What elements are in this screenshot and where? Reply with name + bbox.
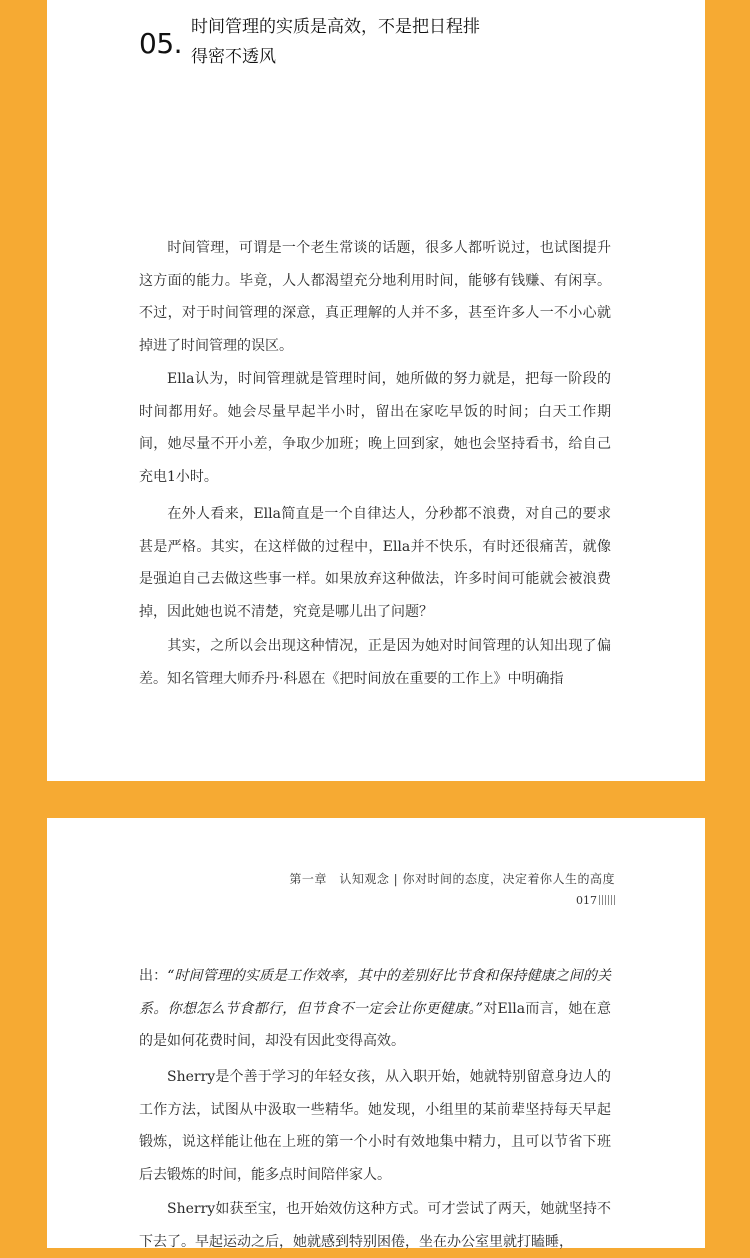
chapter-number: 05. xyxy=(139,27,183,60)
page-number: 017 xyxy=(576,894,615,907)
book-page-bottom xyxy=(47,818,705,1248)
paragraph: 出：“时间管理的实质是工作效率，其中的差别好比节食和保持健康之间的关系。你想怎么节食都行，但节食不一定会让你更健康。”对Ella而言，她在意的是如何花费时间，却没有因此变得高效。 xyxy=(139,968,612,1050)
chapter-title: 时间管理的实质是高效，不是把日程排得密不透风 xyxy=(191,17,480,67)
page-edge-marks xyxy=(599,895,615,905)
running-head: 第一章 认知观念 | 你对时间的态度，决定着你人生的高度 xyxy=(289,872,615,886)
paragraph: 其实，之所以会出现这种情况，正是因为她对时间管理的认知出现了偏差。知名管理大师乔丹·科恩在《把时间放在重要的工作上》中明确指 xyxy=(139,638,611,687)
paragraph: 在外人看来，Ella简直是一个自律达人，分秒都不浪费，对自己的要求甚是严格。其实，在这样做的过程中，Ella并不快乐，有时还很痛苦，就像是强迫自己去做这些事一样。如果放弃这种做法，许多时间可能就会被浪费掉，因此她也说不清楚，究竟是哪儿出了问题？ xyxy=(139,506,611,621)
book-page-top xyxy=(47,0,705,781)
quote: “时间管理的实质是工作效率，其中的差别好比节食和保持健康之间的关系。你想怎么节食都行，但节食不一定会让你更健康。” xyxy=(139,968,612,1017)
paragraph: Sherry是个善于学习的年轻女孩，从入职开始，她就特别留意身边人的工作方法，试图从中汲取一些精华。她发现，小组里的某前辈坚持每天早起锻炼，说这样能让他在上班的第一个小时有效地集中精力，且可以节省下班后去锻炼的时间，能多点时间陪伴家人。 xyxy=(139,1069,611,1184)
paragraph: 时间管理，可谓是一个老生常谈的话题，很多人都听说过，也试图提升这方面的能力。毕竟，人人都渴望充分地利用时间，能够有钱赚、有闲享。不过，对于时间管理的深意，真正理解的人并不多，甚至许多人一不小心就掉进了时间管理的误区。 xyxy=(139,240,611,355)
paragraph: Ella认为，时间管理就是管理时间，她所做的努力就是，把每一阶段的时间都用好。她会尽量早起半小时，留出在家吃早饭的时间；白天工作期间，她尽量不开小差，争取少加班；晚上回到家，她也会坚持看书，给自己充电1小时。 xyxy=(139,371,611,486)
paragraph: Sherry如获至宝，也开始效仿这种方式。可才尝试了两天，她就坚持不下去了。早起运动之后，她就感到特别困倦，坐在办公室里就打瞌睡， xyxy=(139,1201,611,1250)
